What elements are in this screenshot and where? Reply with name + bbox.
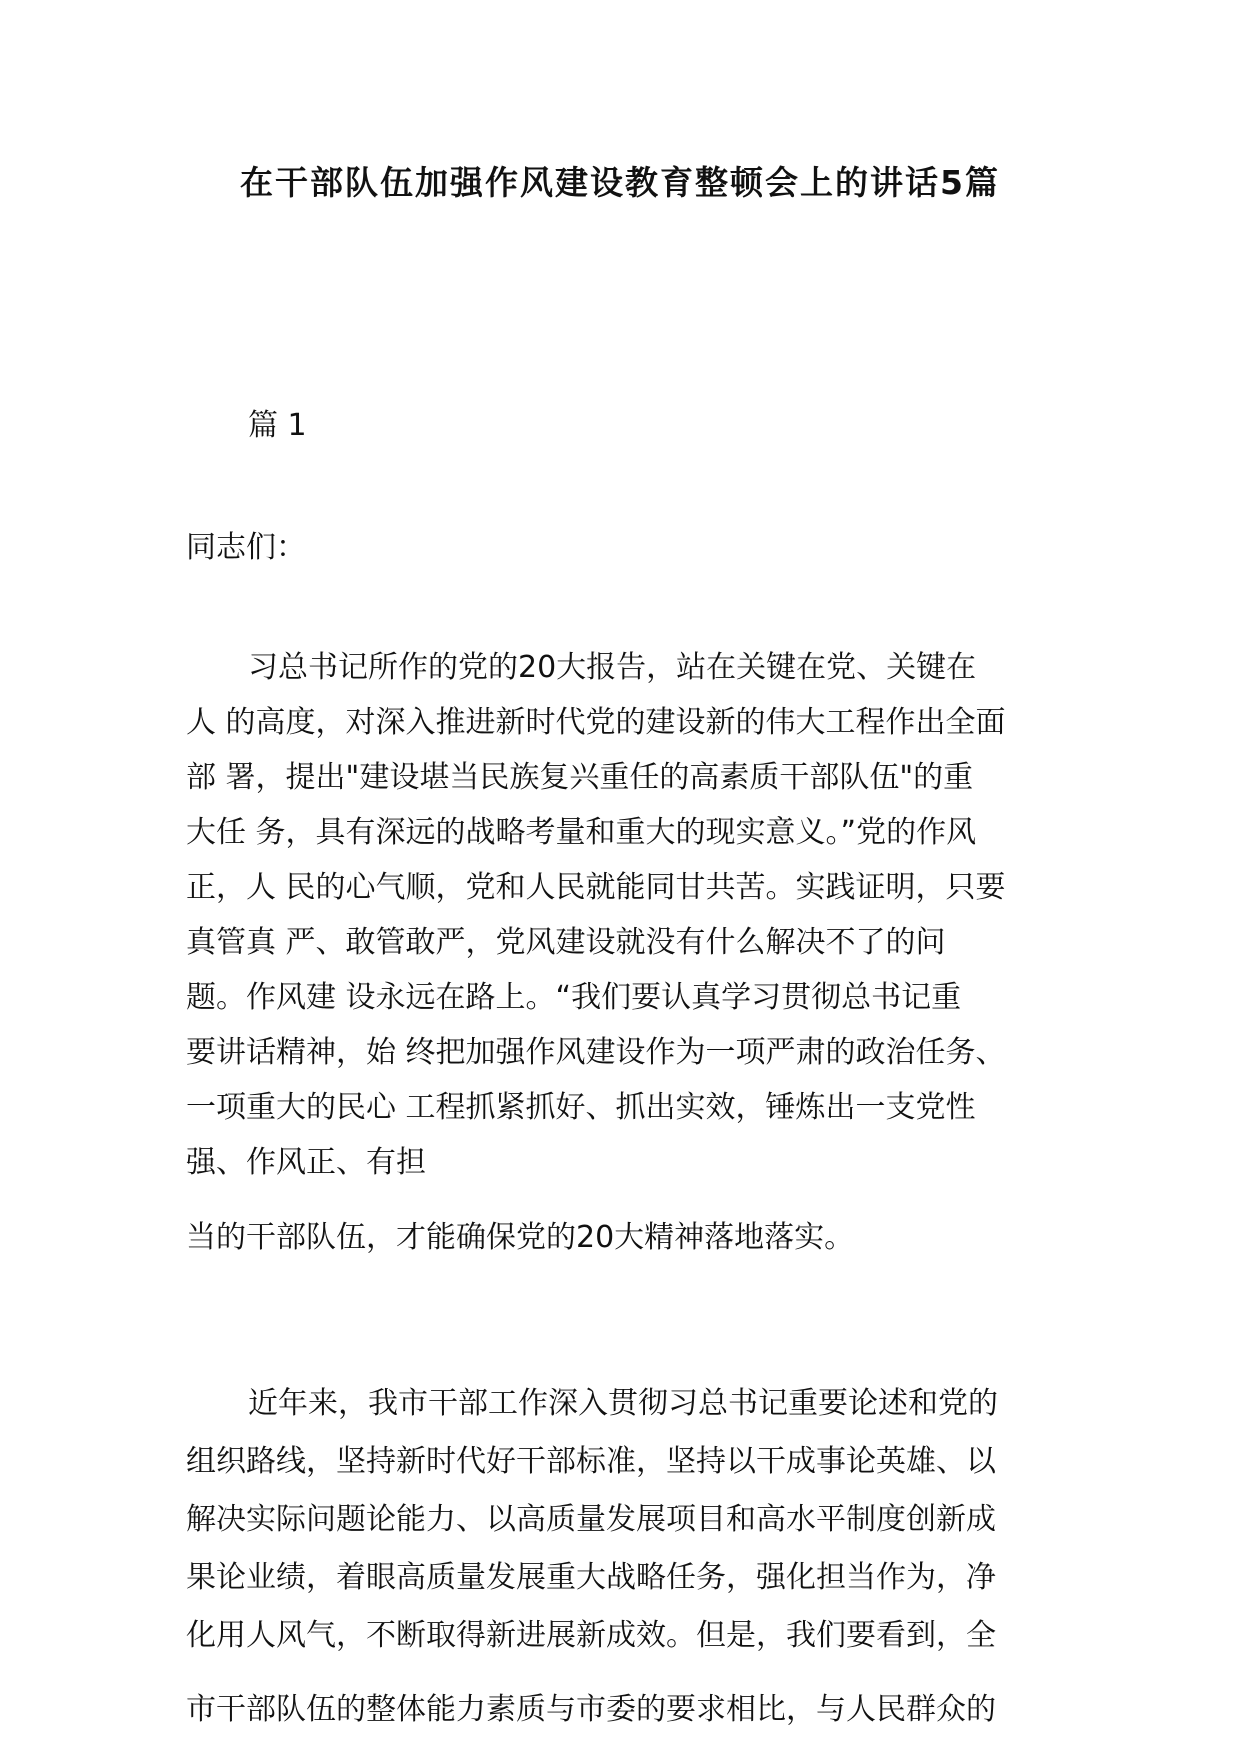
paragraph2-line: 化用人风气，不断取得新进展新成效。但是，我们要看到，全 <box>186 1618 996 1653</box>
paragraph1-line: 要讲话精神，始 终把加强作风建设作为一项严肃的政治任务、 <box>186 1035 1006 1070</box>
paragraph1-line: 一项重大的民心 工程抓紧抓好、抓出实效，锤炼出一支党性 <box>186 1090 976 1125</box>
paragraph1-line: 强、作风正、有担 <box>186 1145 426 1180</box>
paragraph1-line: 真管真 严、敢管敢严，党风建设就没有什么解决不了的问 <box>186 925 946 960</box>
paragraph1-line: 部 署，提出"建设堪当民族复兴重任的高素质干部队伍"的重 <box>186 760 974 795</box>
salutation: 同志们： <box>186 530 306 565</box>
paragraph1-line: 大任 务，具有深远的战略考量和重大的现实意义。”党的作风 <box>186 815 977 850</box>
paragraph1-line: 题。作风建 设永远在路上。“我们要认真学习贯彻总书记重 <box>186 980 962 1015</box>
paragraph2-line: 果论业绩，着眼高质量发展重大战略任务，强化担当作为，净 <box>186 1560 996 1595</box>
paragraph1-line: 习总书记所作的党的20大报告，站在关键在党、关键在 <box>248 650 977 685</box>
document-title: 在干部队伍加强作风建设教育整顿会上的讲话5篇 <box>240 163 1000 202</box>
paragraph1-line: 人 的高度，对深入推进新时代党的建设新的伟大工程作出全面 <box>186 705 1006 740</box>
paragraph1-line: 正，人 民的心气顺，党和人民就能同甘共苦。实践证明，只要 <box>186 870 1006 905</box>
paragraph2-line: 解决实际问题论能力、以高质量发展项目和高水平制度创新成 <box>186 1502 996 1537</box>
section-label: 篇 1 <box>248 408 307 443</box>
paragraph2-line: 组织路线，坚持新时代好干部标准，坚持以干成事论英雄、以 <box>186 1444 996 1479</box>
paragraph2-line: 近年来，我市干部工作深入贯彻习总书记重要论述和党的 <box>248 1386 998 1421</box>
paragraph2-line: 市干部队伍的整体能力素质与市委的要求相比，与人民群众的 <box>186 1692 996 1727</box>
paragraph1-line: 当的干部队伍，才能确保党的20大精神落地落实。 <box>186 1220 855 1255</box>
